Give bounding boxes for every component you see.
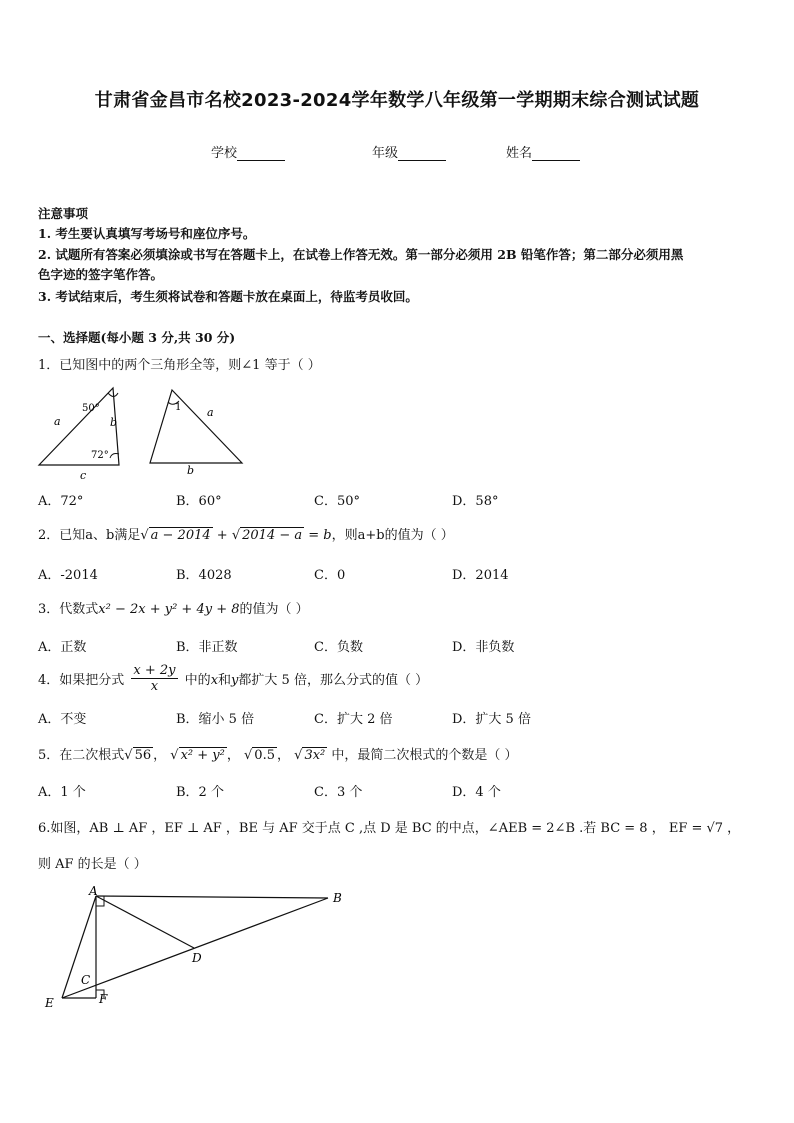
q6-figure — [38, 880, 358, 1015]
q1-fig2-label-a: a — [207, 406, 214, 419]
q5-option-d[interactable]: D．4 个 — [452, 785, 501, 800]
q4-option-a[interactable]: A．不变 — [38, 712, 87, 727]
q2-pre: 2．已知a、b满足 — [38, 528, 141, 543]
q1-fig1-label-a: a — [54, 415, 61, 428]
section-heading: 一、选择题(每小题 3 分,共 30 分) — [38, 330, 236, 345]
q2-option-a[interactable]: A．-2014 — [38, 568, 98, 583]
q5-radical-4: 3x² — [304, 748, 326, 763]
q4-var-x: x — [210, 673, 219, 688]
q1-fig2-label-b: b — [187, 464, 195, 477]
q1-option-a[interactable]: A．72° — [38, 494, 84, 509]
q4-option-b[interactable]: B．缩小 5 倍 — [176, 712, 255, 727]
name-field[interactable] — [506, 142, 580, 161]
q4-var-y: y — [231, 673, 239, 688]
note-2-cont: 色字迹的签字笔作答。 — [38, 267, 164, 282]
q5-post: 中，最简二次根式的个数是（ ） — [331, 748, 518, 763]
q5-radical-3: 0.5 — [254, 748, 275, 763]
q4-denominator: x — [150, 679, 159, 694]
q2-stem: 2．已知a、b满足√ a − 2014 + √ 2014 − a = b，则a+b的值为（ ） — [38, 528, 454, 543]
note-2: 2. 试题所有答案必须填涂或书写在答题卡上，在试卷上作答无效。第一部分必须用 2B 铅笔作答；第二部分必须用黑 — [38, 247, 684, 262]
q1-angle-50: 50° — [82, 403, 100, 414]
q2-option-d[interactable]: D．2014 — [452, 568, 509, 583]
q5-option-a[interactable]: A．1 个 — [38, 785, 86, 800]
q5-radical-2: x² + y² — [180, 748, 225, 763]
q4-option-d[interactable]: D．扩大 5 倍 — [452, 712, 531, 727]
q2-option-c[interactable]: C．0 — [314, 568, 346, 583]
q5-pre: 5．在二次根式 — [38, 748, 125, 763]
q2-radicand-2: 2014 − a — [242, 528, 303, 543]
name-label: 姓名 — [506, 146, 533, 161]
q1-option-d[interactable]: D．58° — [452, 494, 499, 509]
q4-mid: 中的 — [184, 673, 211, 688]
school-blank[interactable] — [237, 147, 285, 161]
q2-option-b[interactable]: B．4028 — [176, 568, 232, 583]
q6-point-c: C — [81, 973, 91, 987]
notes-heading: 注意事项 — [38, 206, 89, 221]
q4-numerator: x + 2y — [133, 663, 176, 678]
grade-field[interactable] — [372, 142, 446, 161]
q3-option-c[interactable]: C．负数 — [314, 640, 363, 655]
school-label: 学校 — [211, 146, 238, 161]
q2-plus: + — [216, 528, 228, 543]
q1-figure — [30, 380, 260, 482]
q4-pre: 4．如果把分式 — [38, 673, 125, 688]
note-3: 3. 考试结束后，考生须将试卷和答题卡放在桌面上，待监考员收回。 — [38, 289, 418, 304]
q6-point-d: D — [192, 951, 202, 965]
q5-radical-1: 56 — [134, 748, 152, 763]
q4-fraction — [131, 663, 177, 694]
q1-option-b[interactable]: B．60° — [176, 494, 222, 509]
school-field[interactable] — [211, 142, 285, 161]
q6-stem-line1: 6.如图，AB ⊥ AF ，EF ⊥ AF ，BE 与 AF 交于点 C ,点 D 是 BC 的中点，∠AEB = 2∠B .若 BC = 8 ， EF = √7 ， — [38, 821, 741, 836]
q3-pre: 3．代数式 — [38, 602, 99, 617]
grade-label: 年级 — [372, 146, 399, 161]
q1-fig1-label-c: c — [80, 469, 87, 482]
q4-option-c[interactable]: C．扩大 2 倍 — [314, 712, 393, 727]
name-blank[interactable] — [532, 147, 580, 161]
q5-stem: 5．在二次根式√ 56 ， √ x² + y² ， √ 0.5 ， √ 3x² 中，最简二次根式的个数是（ ） — [38, 748, 518, 763]
q6-point-b: B — [333, 891, 342, 905]
page-title: 甘肃省金昌市名校2023-2024学年数学八年级第一学期期末综合测试试题 — [94, 90, 700, 111]
q1-angle-72: 72° — [91, 450, 109, 461]
q5-option-b[interactable]: B．2 个 — [176, 785, 224, 800]
q3-post: 的值为（ ） — [239, 602, 309, 617]
q6-point-e: E — [45, 996, 54, 1010]
q1-stem: 1．已知图中的两个三角形全等，则∠1 等于（ ） — [38, 358, 321, 373]
q3-expression: x² − 2x + y² + 4y + 8 — [98, 602, 240, 617]
q1-angle-1: 1 — [175, 402, 182, 413]
q5-option-c[interactable]: C．3 个 — [314, 785, 363, 800]
q4-post: 都扩大 5 倍，那么分式的值（ ） — [238, 673, 429, 688]
q3-stem — [38, 598, 309, 617]
q3-option-a[interactable]: A．正数 — [38, 640, 87, 655]
q1-option-c[interactable]: C．50° — [314, 494, 360, 509]
q6-point-f: F — [99, 992, 108, 1006]
q3-option-d[interactable]: D．非负数 — [452, 640, 515, 655]
q2-post: ，则a+b的值为（ ） — [331, 528, 454, 543]
grade-blank[interactable] — [398, 147, 446, 161]
q1-fig1-label-b: b — [110, 416, 118, 429]
q2-radicand-1: a − 2014 — [150, 528, 211, 543]
note-1: 1. 考生要认真填写考场号和座位序号。 — [38, 226, 256, 241]
q3-option-b[interactable]: B．非正数 — [176, 640, 238, 655]
q6-point-a: A — [89, 884, 98, 898]
q4-stem — [38, 663, 428, 694]
q6-stem-line2: 则 AF 的长是（ ） — [38, 857, 147, 872]
q4-and: 和 — [218, 673, 232, 688]
q2-eq: = b — [308, 528, 332, 543]
